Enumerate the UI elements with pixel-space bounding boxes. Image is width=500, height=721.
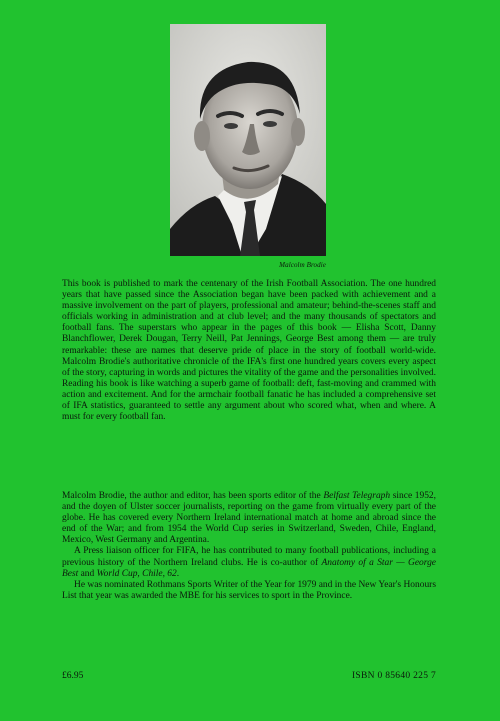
- newspaper-title: Belfast Telegraph: [323, 491, 391, 501]
- author-photo: [170, 24, 326, 256]
- isbn-label: ISBN 0 85640 225 7: [351, 671, 436, 681]
- bio-paragraph-3: He was nominated Rothmans Sports Writer of the Year for 1979 and in the New Year's Honours List that year was awarded the MBE for his services to sport in the Province.: [62, 579, 436, 601]
- bio-text: and: [78, 568, 97, 579]
- book-title: World Cup, Chile, 62: [96, 568, 177, 579]
- author-biography: [62, 491, 436, 602]
- author-portrait-image: [170, 24, 326, 256]
- bio-text: .: [176, 568, 180, 579]
- description-paragraph: This book is published to mark the centenary of the Irish Football Association. The one hundred years that have passed since the Association began have been packed with achievement and a massive involvement on the part of players, professional and amateur; behind-the-scenes staff and officials working in administration and at club level; and the many thousands of spectators and football fans. The superstars who appear in the pages of this book — Elisha Scott, Danny Blanchflower, Derek Dougan, Terry Neill, Pat Jennings, George Best among them — are truly remarkable: these are names that deserve pride of place in the story of football world-wide. Malcolm Brodie's authoritative chronicle of the IFA's first one hundred years covers every aspect of the story, capturing in words and pictures the vitality of the game and the personalities involved. Reading his book is like watching a superb game of football: deft, fast-moving and crammed with action and excitement. And for the armchair football fanatic he has included a comprehensive set of IFA statistics, guaranteed to settle any argument about who scored what, when and where. A must for every football fan.: [62, 279, 436, 423]
- bio-text: A Press liaison officer for FIFA, he has contributed to many football publications, including a previous history of the Northern Ireland clubs. He is co-author of: [62, 546, 436, 568]
- photo-caption: Malcolm Brodie: [279, 261, 326, 269]
- bio-paragraph-2: [62, 546, 436, 579]
- bio-paragraph-1: [62, 491, 436, 546]
- book-description: [62, 279, 436, 423]
- bio-text: Malcolm Brodie, the author and editor, has been sports editor of the: [62, 491, 324, 501]
- book-title: Anatomy of a Star — George Best: [62, 557, 436, 579]
- bio-text: since 1952, and the doyen of Ulster soccer journalists, reporting on the game from virtually every part of the globe. He has covered every Northern Ireland international match at home and abroad since the end of the War; and from 1954 the World Cup series in Switzerland, Sweden, Chile, England, Mexico, West Germany and Argentina.: [62, 491, 436, 546]
- price-label: £6.95: [62, 671, 84, 681]
